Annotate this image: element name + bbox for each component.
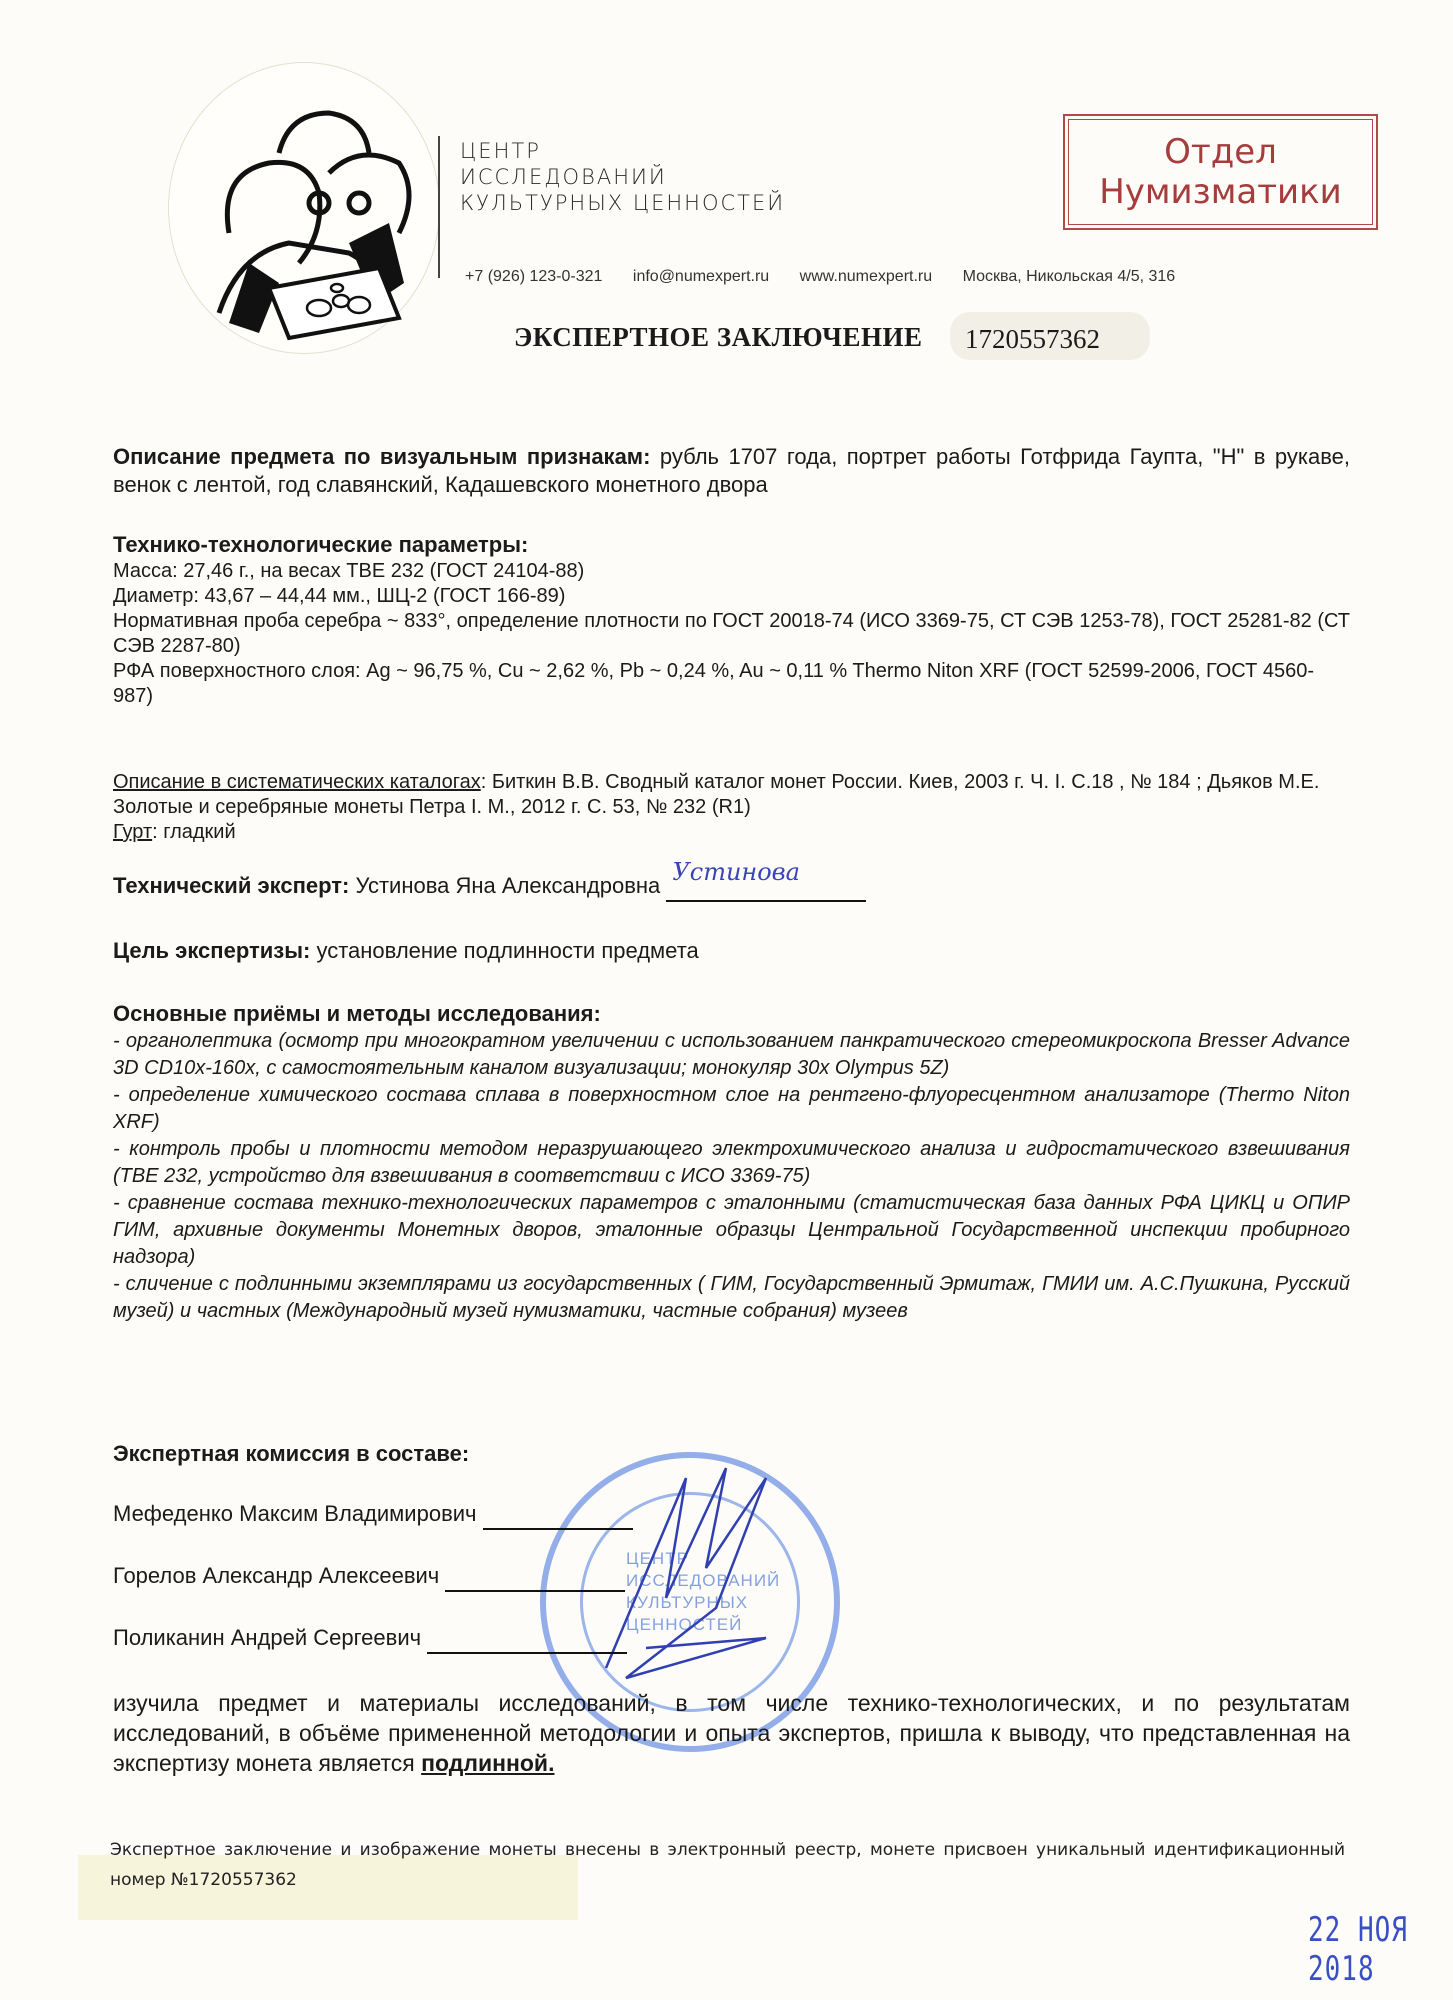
expert-signature-line [666, 858, 866, 902]
org-line: КУЛЬТУРНЫХ ЦЕННОСТЕЙ [460, 191, 786, 215]
header-divider [438, 136, 440, 278]
website-link[interactable]: www.numexpert.ru [799, 268, 933, 285]
technical-line: Диаметр: 43,67 – 44,44 мм., ШЦ-2 (ГОСТ 166-89) [113, 585, 566, 607]
method-item: - контроль пробы и плотности методом неразрушающего электрохимического анализа и гидростатического взвешивания (ТВЕ 232, устройство для взвешивания в соответствии с ИСО 3369-75) [113, 1138, 1350, 1187]
commission-section [113, 1440, 1350, 1468]
document-number: 1720557362 [965, 324, 1100, 354]
goal-text: установление подлинности предмета [316, 938, 699, 963]
department-badge [1063, 114, 1378, 230]
department-line: Отдел [1164, 132, 1277, 172]
verdict: подлинной. [421, 1750, 555, 1776]
catalogs-section [113, 770, 1350, 845]
logo [168, 62, 440, 354]
member-signature-line [427, 1624, 627, 1654]
contacts-bar [465, 268, 1201, 286]
seal-line: ЦЕННОСТЕЙ [626, 1615, 743, 1634]
method-item: - сличение с подлинными экземплярами из государственных ( ГИМ, Государственный Эрмитаж, ГМИИ им. А.С.Пушкина, Русский музей) и частных (Международный музей нумизматики, частные собрания) музеев [113, 1273, 1350, 1322]
goal-section [113, 937, 1350, 965]
member-name: Поликанин Андрей Сергеевич [113, 1625, 422, 1650]
org-line: ИССЛЕДОВАНИЙ [460, 165, 667, 189]
method-item: - сравнение состава технико-технологических параметров с эталонными (статистическая база данных РФА ЦИКЦ и ОПИР ГИМ, архивные документы Монетных дворов, эталонные образцы Центральной Государственной инспекции пробирного надзора) [113, 1192, 1350, 1268]
numismatists-illustration-icon [169, 63, 439, 353]
registry-note: Экспертное заключение и изображение монеты внесены в электронный реестр, монете присвоен уникальный идентификационный номер №1720557362 [110, 1840, 1345, 1890]
method-item: - определение химического состава сплава в поверхностном слое на рентгено-флуоресцентном анализаторе (Thermo Niton XRF) [113, 1084, 1350, 1133]
technical-line: РФА поверхностного слоя: Ag ~ 96,75 %, Cu ~ 2,62 %, Pb ~ 0,24 %, Au ~ 0,11 % Thermo Niton XRF (ГОСТ 52599-2006, ГОСТ 4560-987) [113, 660, 1314, 707]
expert-name: Устинова Яна Александровна [355, 873, 661, 898]
member-name: Горелов Александр Алексеевич [113, 1563, 440, 1588]
expert-label: Технический эксперт: [113, 873, 350, 898]
technical-line: Масса: 27,46 г., на весах ТВЕ 232 (ГОСТ 24104-88) [113, 560, 585, 582]
expert-signature: Устинова [672, 858, 800, 886]
edge-value: : гладкий [152, 821, 236, 843]
conclusion-section [113, 1688, 1350, 1778]
commission-member [113, 1624, 1350, 1654]
address: Москва, Никольская 4/5, 316 [962, 268, 1176, 285]
description-section [113, 443, 1350, 499]
methods-section [113, 1000, 1350, 1325]
expert-section [113, 858, 1350, 902]
technical-section [113, 532, 1350, 709]
seal-line: ЦЕНТР [626, 1549, 689, 1568]
conclusion-text: изучила предмет и материалы исследований, в том числе технико-технологических, и по результатам исследований, в объёме примененной методологии и опыта экспертов, пришла к выводу, что представленная на экспертизу монета является [113, 1690, 1350, 1776]
organization-name [460, 138, 785, 216]
description-label: Описание предмета по визуальным признакам: [113, 444, 651, 469]
description-text: рубль 1707 года, портрет работы Готфрида Гаупта, "Н" в рукаве, венок с лентой, год славянский, Кадашевского монетного двора [113, 444, 1350, 497]
department-line: Нумизматики [1099, 172, 1342, 212]
member-signature-line [445, 1562, 625, 1592]
commission-label: Экспертная комиссия в составе: [113, 1441, 470, 1466]
document-title: ЭКСПЕРТНОЕ ЗАКЛЮЧЕНИЕ [514, 322, 923, 352]
methods-label: Основные приёмы и методы исследования: [113, 1001, 601, 1026]
phone: +7 (926) 123-0-321 [465, 268, 603, 285]
catalogs-text: : Биткин В.В. Сводный каталог монет России. Киев, 2003 г. Ч. I. С.18 , № 184 ; Дьяков М.Е. Золотые и серебряные монеты Петра I. М., 2012 г. С. 53, № 232 (R1) [113, 771, 1320, 818]
org-line: ЦЕНТР [460, 139, 541, 163]
seal-line: ИССЛЕДОВАНИЙ [626, 1571, 781, 1590]
member-signature-line [483, 1500, 633, 1530]
commission-member [113, 1500, 1350, 1530]
method-item: - органолептика (осмотр при многократном увеличении с использованием панкратического стереомикроскопа Bresser Advance 3D CD10x-160x, с самостоятельным каналом визуализации; монокуляр 30x Olympus 5Z) [113, 1030, 1350, 1079]
technical-line: Нормативная проба серебра ~ 833°, определение плотности по ГОСТ 20018-74 (ИСО 3369-75, СТ СЭВ 1253-78), ГОСТ 25281-82 (СТ СЭВ 2287-80) [113, 610, 1350, 657]
seal-line: КУЛЬТУРНЫХ [626, 1593, 749, 1612]
technical-label: Технико-технологические параметры: [113, 532, 529, 557]
edge-label: Гурт [113, 821, 153, 843]
goal-label: Цель экспертизы: [113, 938, 311, 963]
commission-member [113, 1562, 1350, 1592]
member-name: Мефеденко Максим Владимирович [113, 1501, 477, 1526]
date-stamp: 22 НОЯ 2018 [1308, 1911, 1408, 1989]
email-link[interactable]: info@numexpert.ru [632, 268, 770, 285]
catalogs-label: Описание в систематических каталогах [113, 771, 481, 793]
